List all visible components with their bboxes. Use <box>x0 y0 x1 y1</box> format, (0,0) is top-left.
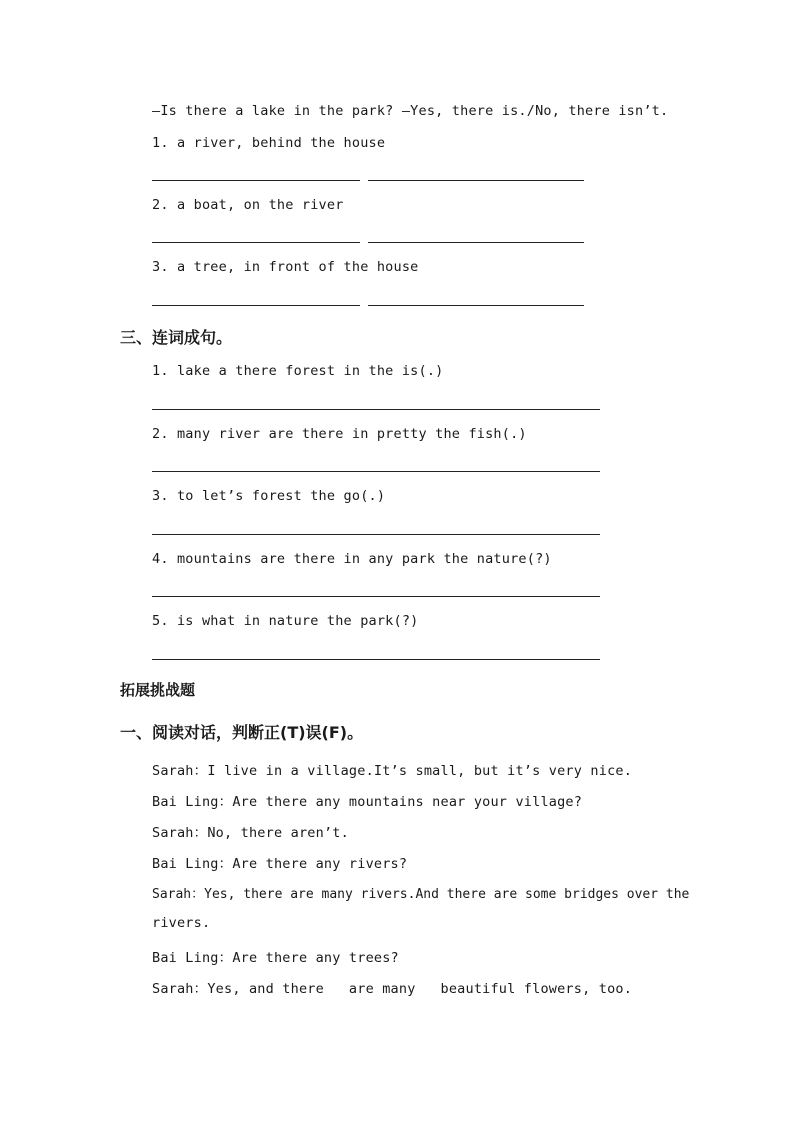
answer-line[interactable] <box>152 596 600 597</box>
question-item-2: 2. a boat, on the river <box>152 197 344 213</box>
section-heading: 三、连词成句。 <box>120 328 233 347</box>
section-heading: 一、阅读对话，判断正(T)误(F)。 <box>120 723 364 742</box>
dialogue-line: Sarah：Yes, there are many rivers.And there are some bridges over the <box>152 887 690 902</box>
answer-line[interactable] <box>152 305 360 306</box>
dialogue-line: Bai Ling：Are there any trees? <box>152 950 399 966</box>
question-item-3: 3. a tree, in front of the house <box>152 259 419 275</box>
sentence-item-1: 1. lake a there forest in the is(.) <box>152 363 444 379</box>
example-sentence: —Is there a lake in the park? —Yes, there is./No, there isn’t. <box>152 103 669 119</box>
sentence-item-3: 3. to let’s forest the go(.) <box>152 488 386 504</box>
answer-line[interactable] <box>368 180 584 181</box>
dialogue-line: Bai Ling：Are there any rivers? <box>152 856 408 872</box>
answer-line[interactable] <box>152 659 600 660</box>
answer-line[interactable] <box>152 534 600 535</box>
sentence-item-4: 4. mountains are there in any park the nature(?) <box>152 551 552 567</box>
extension-title: 拓展挑战题 <box>120 681 196 699</box>
dialogue-line: Sarah：Yes, and there are many beautiful flowers, too. <box>152 981 633 997</box>
answer-line[interactable] <box>152 471 600 472</box>
dialogue-line: Sarah：I live in a village.It’s small, but it’s very nice. <box>152 763 633 779</box>
answer-line[interactable] <box>368 242 584 243</box>
question-item-1: 1. a river, behind the house <box>152 135 386 151</box>
answer-line[interactable] <box>152 180 360 181</box>
dialogue-line: Sarah：No, there aren’t. <box>152 825 349 841</box>
answer-line[interactable] <box>368 305 584 306</box>
sentence-item-2: 2. many river are there in pretty the fish(.) <box>152 426 527 442</box>
dialogue-line: rivers. <box>152 915 211 931</box>
answer-line[interactable] <box>152 409 600 410</box>
dialogue-line: Bai Ling：Are there any mountains near your village? <box>152 794 583 810</box>
answer-line[interactable] <box>152 242 360 243</box>
sentence-item-5: 5. is what in nature the park(?) <box>152 613 419 629</box>
